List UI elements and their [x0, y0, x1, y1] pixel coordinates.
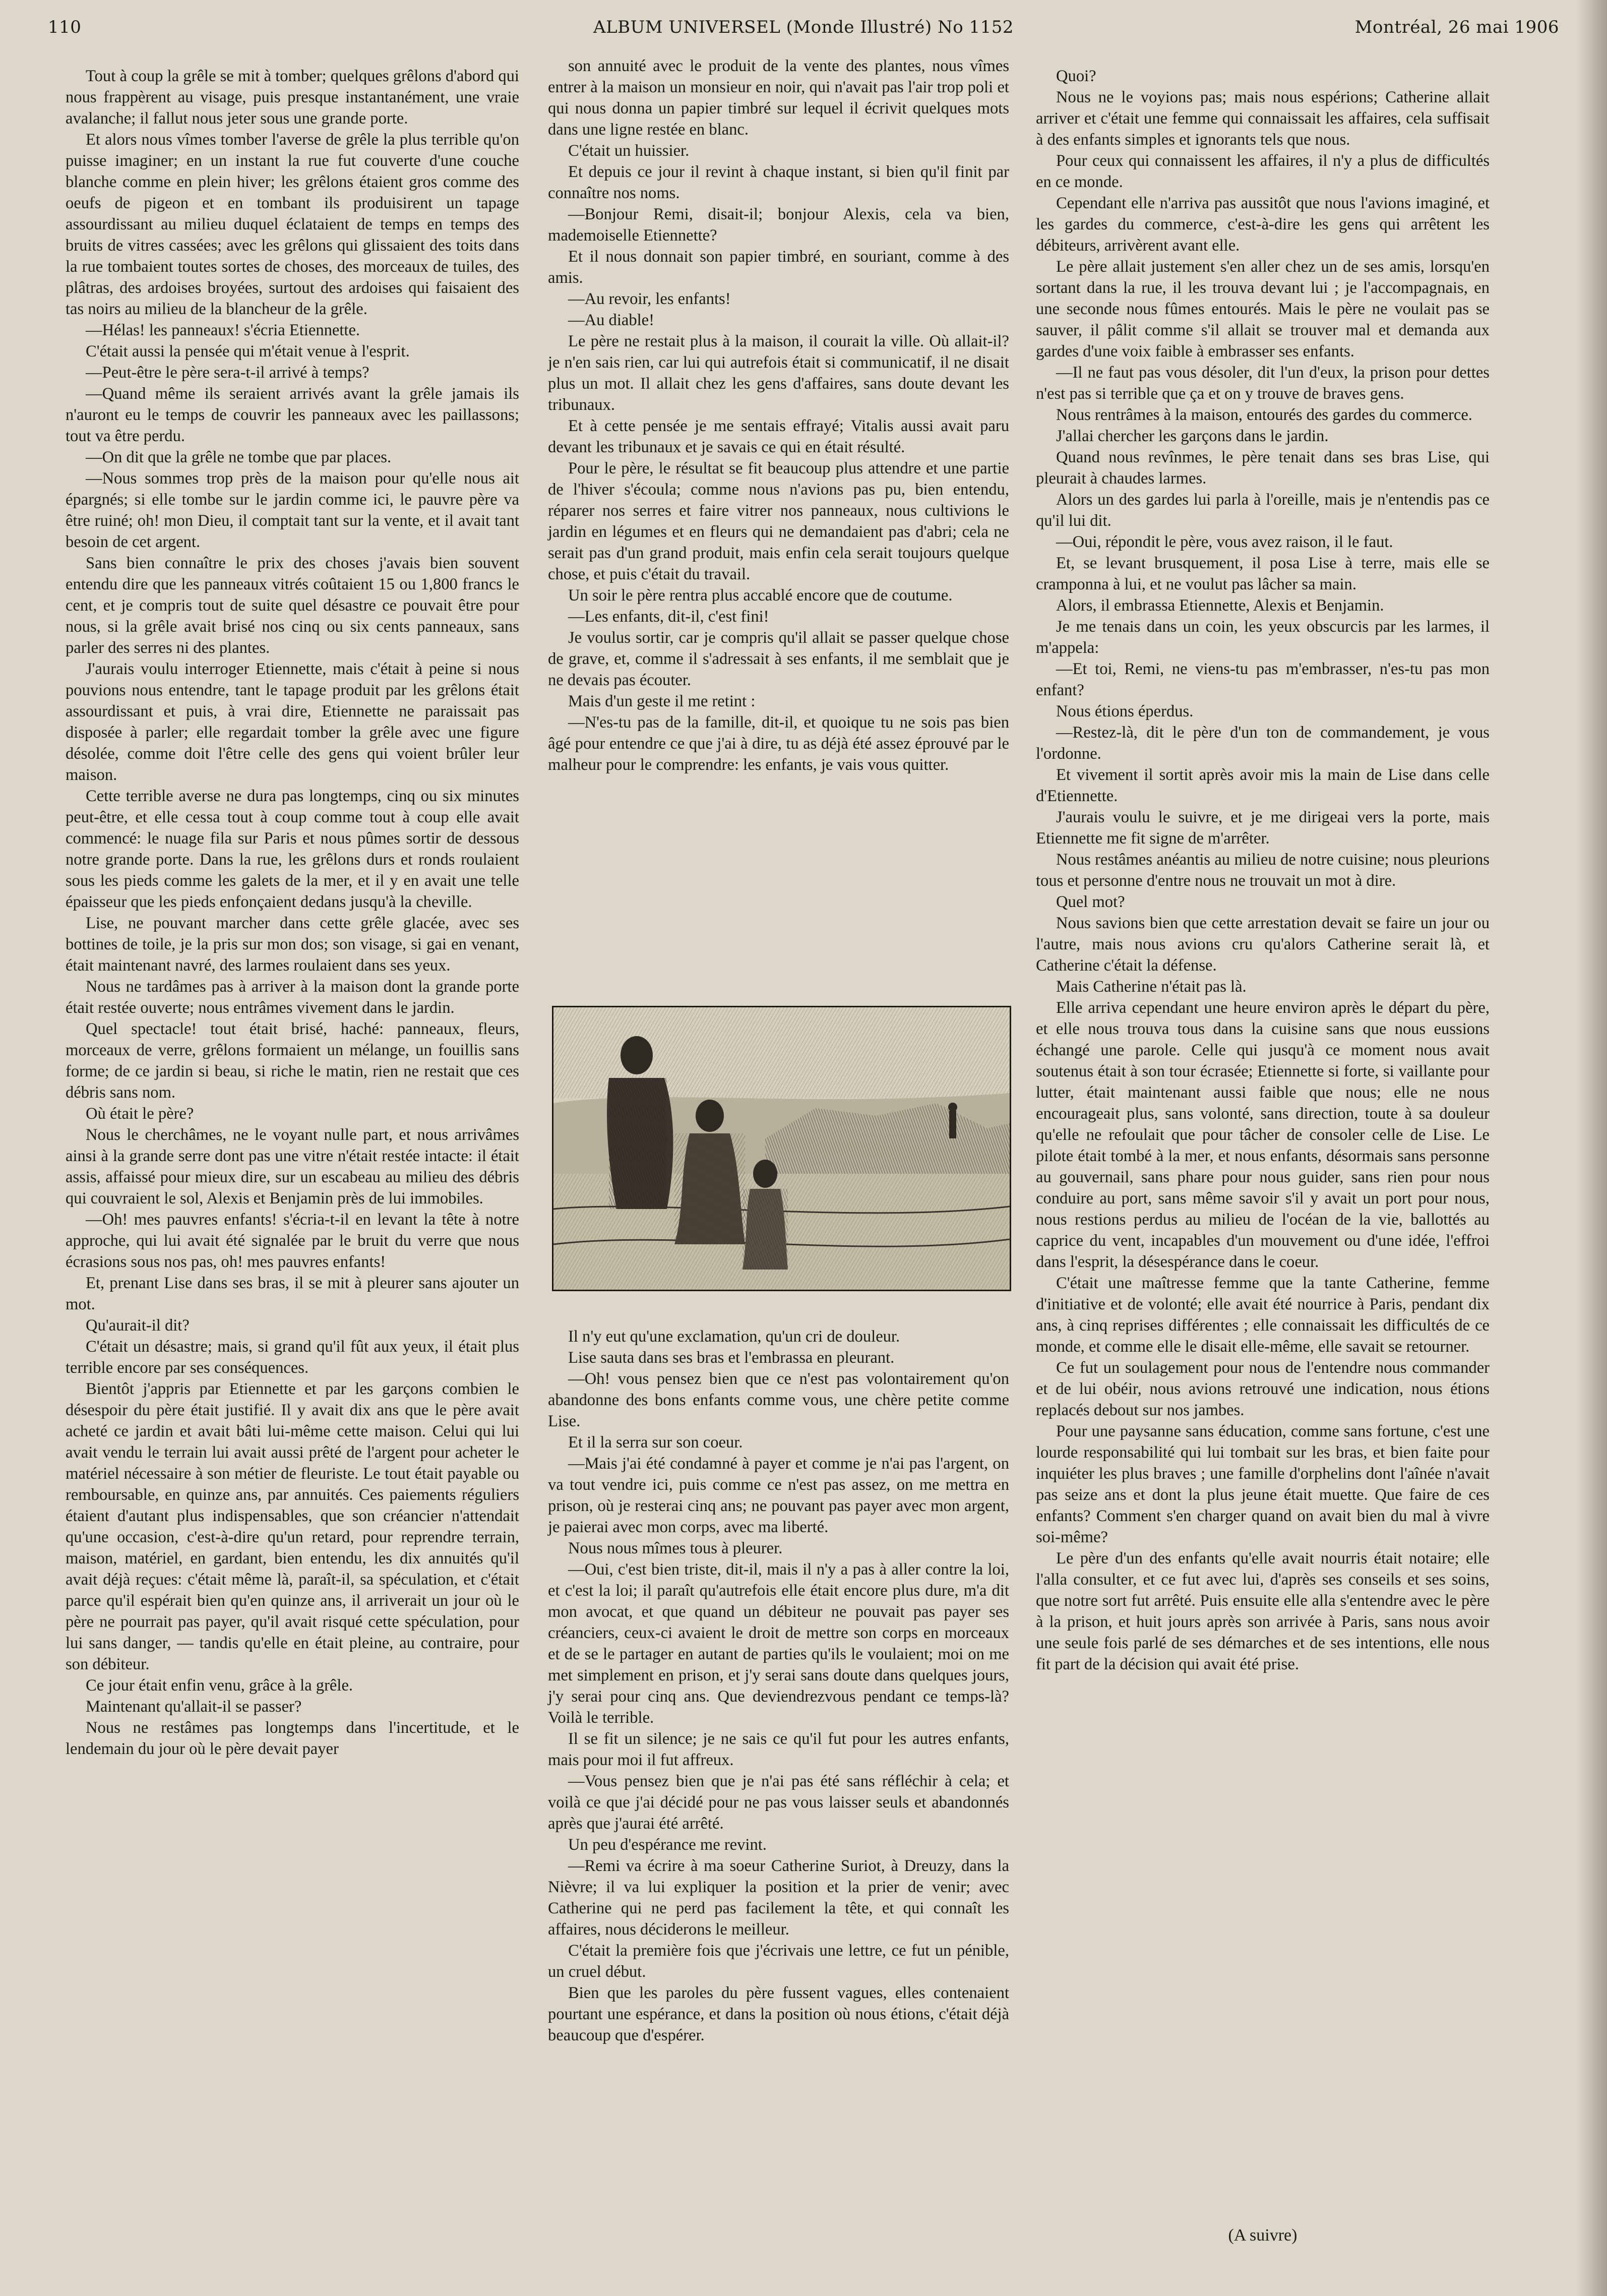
paragraph: —Vous pensez bien que je n'ai pas été sans réfléchir à cela; et voilà ce que j'ai décidé pour ne pas vous laisser seuls et abandonnés après que j'aurai été arrêté. [548, 1772, 1009, 1833]
paragraph: Et vivement il sortit après avoir mis la main de Lise dans celle d'Etiennette. [1036, 766, 1490, 805]
publication-title: ALBUM UNIVERSEL (Monde Illustré) No 1152 [593, 17, 1014, 37]
paragraph: Cependant elle n'arriva pas aussitôt que nous l'avions imaginé, et les gardes du commerce, c'est-à-dire les gens qui arrêtent les débiteurs, arrivèrent avant elle. [1036, 194, 1490, 255]
paragraph: Nous ne tardâmes pas à arriver à la maison dont la grande porte était restée ouverte; nous entrâmes vivement dans le jardin. [66, 978, 519, 1017]
paragraph: —Restez-là, dit le père d'un ton de commandement, je vous l'ordonne. [1036, 723, 1490, 763]
paragraph: Il se fit un silence; je ne sais ce qu'il fut pour les autres enfants, mais pour moi il fut affreux. [548, 1730, 1009, 1769]
paragraph: Quoi? [1056, 67, 1096, 85]
paragraph: —Oui, c'est bien triste, dit-il, mais il n'y a pas à aller contre la loi, et c'est la loi; il paraît qu'autrefois elle était encore plus dure, m'a dit mon avocat, et que quand un débiteur ne pouvait pas payer ses créanciers, ceux-ci avaient le droit de mettre son corps en morceaux et de se le partager en autant de parties qu'ils le voulaient; moi on me met simplement en prison, et j'y serai sans doute dans quelques jours, j'y serai pour cinq ans. Que deviendrezvous pendant ce temps-là? Voilà le terrible. [548, 1560, 1009, 1727]
paragraph: son annuité avec le produit de la vente des plantes, nous vîmes entrer à la maison un monsieur en noir, qui n'avait pas l'air trop poli et qui nous donna un papier timbré sur lequel il écrivit quelques mots dans une ligne restée en blanc. [548, 57, 1009, 139]
paragraph: —Mais j'ai été condamné à payer et comme je n'ai pas l'argent, on va tout vendre ici, puis comme ce n'est pas assez, on me mettra en prison, où je resterai cinq ans; ne pouvant pas payer avec mon argent, je paierai avec mon corps, avec ma liberté. [548, 1455, 1009, 1536]
paragraph: J'aurais voulu interroger Etiennette, mais c'était à peine si nous pouvions nous entendre, tant le tapage produit par les grêlons était assourdissant et puis, à vrai dire, Etiennette ne paraissait pas disposée à parler; elle regardait tomber la grêle avec une figure désolée, comme doit l'être celle des gens qui voient brûler leur maison. [66, 660, 519, 784]
paragraph: Nous ne le voyions pas; mais nous espérions; Catherine allait arriver et c'était une femme qui connaissait les affaires, cela suffisait à des enfants simples et ignorants tels que nous. [1036, 88, 1490, 149]
paragraph: —Oh! mes pauvres enfants! s'écria-t-il en levant la tête à notre approche, qui lui avait été signalée par le bruit du verre que nous écrasions sous nos pas, oh! mes pauvres enfants! [66, 1211, 519, 1271]
paragraph: Nous ne restâmes pas longtemps dans l'incertitude, et le lendemain du jour où le père devait payer [66, 1719, 519, 1758]
paragraph: —Peut-être le père sera-t-il arrivé à temps? [86, 364, 369, 382]
paragraph: Alors, il embrassa Etiennette, Alexis et Benjamin. [1056, 596, 1384, 615]
paragraph: Et, se levant brusquement, il posa Lise à terre, mais elle se cramponna à lui, et ne voulut pas lâcher sa main. [1036, 554, 1490, 593]
paragraph: Il n'y eut qu'une exclamation, qu'un cri de douleur. [568, 1327, 900, 1346]
paragraph: Le père ne restait plus à la maison, il courait la ville. Où allait-il? je n'en sais rien, car lui qui autrefois était si communicatif, il ne disait plus un mot. Il allait chez les gens d'affaires, sans doute devant les tribunaux. [548, 332, 1009, 414]
paragraph: Bientôt j'appris par Etiennette et par les garçons combien le désespoir du père était justifié. Il y avait dix ans que le père avait acheté ce jardin et avait bâti lui-même cette maison. Celui qui lui avait vendu le terrain lui avait aussi prêté de l'argent pour acheter le matériel nécessaire à son métier de fleuriste. Le tout était payable ou remboursable, en quinze ans, par annuités. Ces paiements réguliers étaient d'autant plus indispensables, que son créancier n'attendait qu'une occasion, c'est-à-dire qu'un retard, pour reprendre terrain, maison, matériel, en gardant, bien entendu, les dix annuités qu'il avait déjà reçues: c'était même là, paraît-il, sa spéculation, et c'était parce qu'il espérait bien qu'en quinze ans, il arriverait un jour où le père ne pourrait pas payer, qu'il avait risqué cette spéculation, pour lui sans danger, — tandis qu'elle en était pleine, au contraire, pour son débiteur. [66, 1380, 519, 1673]
paragraph: C'était un désastre; mais, si grand qu'il fût aux yeux, il était plus terrible encore par ses conséquences. [66, 1338, 519, 1377]
paragraph: Pour le père, le résultat se fit beaucoup plus attendre et une partie de l'hiver s'écoula; comme nous n'avions pas pu, bien entendu, réparer nos serres et faire vitrer nos panneaux, nous cultivions le jardin en légumes et en fleurs qui ne demandaient pas d'abri; cela ne serait pas d'un grand produit, mais enfin cela serait toujours quelque chose, et puis c'était du travail. [548, 459, 1009, 583]
paragraph: Tout à coup la grêle se mit à tomber; quelques grêlons d'abord qui nous frappèrent au visage, puis presque instantanément, une vraie avalanche; il fallut nous jeter sous une grande porte. [66, 67, 519, 128]
issue-date: Montréal, 26 mai 1906 [1354, 17, 1559, 37]
paragraph: —Quand même ils seraient arrivés avant la grêle jamais ils n'auront eu le temps de couvrir les panneaux avec les paillassons; tout va être perdu. [66, 385, 519, 445]
paragraph: —Bonjour Remi, disait-il; bonjour Alexis, cela va bien, mademoiselle Etiennette? [548, 205, 1009, 245]
paragraph: Et il la serra sur son coeur. [568, 1433, 743, 1452]
paragraph: Quand nous revînmes, le père tenait dans ses bras Lise, qui pleurait à chaudes larmes. [1036, 448, 1490, 488]
paragraph: Bien que les paroles du père fussent vagues, elles contenaient pourtant une espérance, et dans la position où nous étions, c'était déjà beaucoup que d'espérer. [548, 1984, 1009, 2044]
paragraph: Je me tenais dans un coin, les yeux obscurcis par les larmes, il m'appela: [1036, 618, 1490, 657]
paragraph: —Nous sommes trop près de la maison pour qu'elle nous ait épargnés; si elle tombe sur le jardin comme ici, le pauvre père va être ruiné; oh! mon Dieu, il comptait tant sur la vente, et il avait tant besoin de cet argent. [66, 469, 519, 551]
paragraph: —Il ne faut pas vous désoler, dit l'un d'eux, la prison pour dettes n'est pas si terrible que ça et on y trouve de braves gens. [1036, 364, 1490, 403]
paragraph: Maintenant qu'allait-il se passer? [86, 1698, 302, 1716]
paragraph: C'était un huissier. [568, 142, 690, 160]
paragraph: Nous le cherchâmes, ne le voyant nulle part, et nous arrivâmes ainsi à la grande serre dont pas une vitre n'était restée intacte: il était assis, affaissé pour mieux dire, sur un escabeau au milieu des débris qui couvraient le sol, Alexis et Benjamin près de lui immobiles. [66, 1126, 519, 1207]
paragraph: Pour une paysanne sans éducation, comme sans fortune, c'est une lourde responsabilité qui lui tombait sur les bras, et bien faite pour inquiéter les plus braves ; une famille d'orphelins dont l'aînée n'avait pas seize ans et dont la plus jeune était muette. Que faire de ces enfants? Comment s'en charger quand on avait bien du mal à vivre soi-même? [1036, 1422, 1490, 1546]
text-column-2-top [548, 55, 1009, 978]
paragraph: Elle arriva cependant une heure environ après le départ du père, et elle nous trouva tous dans la cuisine sans que nous eussions échangé une parole. Celle qui jusqu'à ce moment nous avait soutenus était à son tour écrasée; Etiennette si forte, si vaillante pour lutter, était maintenant aussi faible que nous; elle ne nous encourageait plus, sans volonté, sans direction, toute à sa douleur qu'elle ne refoulait que pour tâcher de consoler celle de Lise. Le pilote était tombé à la mer, et nous enfants, désormais sans personne au gouvernail, sans phare pour nous guider, sans rien pour nous conduire au port, sans même savoir s'il y avait un port pour nous, nous restions perdus au milieu de l'océan de la vie, ballottés au caprice du vent, incapables d'un mouvement ou d'une idée, l'effroi dans l'esprit, la désespérance dans le coeur. [1036, 999, 1490, 1271]
paragraph: Nous rentrâmes à la maison, entourés des gardes du commerce. [1056, 406, 1472, 424]
paragraph: —Hélas! les panneaux! s'écria Etiennette. [86, 321, 360, 339]
paragraph: Nous étions éperdus. [1056, 702, 1194, 720]
paragraph: Nous savions bien que cette arrestation devait se faire un jour ou l'autre, mais nous avions cru qu'alors Catherine serait là, et Catherine c'était la défense. [1036, 914, 1490, 975]
paragraph: Où était le père? [86, 1105, 194, 1123]
paragraph: Et depuis ce jour il revint à chaque instant, si bien qu'il finit par connaître nos noms. [548, 163, 1009, 202]
paragraph: Un soir le père rentra plus accablé encore que de coutume. [568, 586, 953, 605]
paragraph: Et alors nous vîmes tomber l'averse de grêle la plus terrible qu'on puisse imaginer; en un instant la rue fut couverte d'une couche blanche comme en plein hiver; les grêlons étaient gros comme des oeufs de pigeon et en tombant ils produisirent un tapage assourdissant au milieu duquel éclataient de temps en temps des bruits de vitres cassées; avec les grêlons qui glissaient des toits dans la rue tombaient toutes sortes de choses, des morceaux de tuiles, des plâtras, des ardoises broyées, surtout des ardoises qui faisaient des tas noirs au milieu de la blancheur de la grêle. [66, 131, 519, 318]
paragraph: C'était la première fois que j'écrivais une lettre, ce fut un pénible, un cruel début. [548, 1942, 1009, 1981]
illustration [552, 1006, 1011, 1291]
paragraph: J'aurais voulu le suivre, et je me dirigeai vers la porte, mais Etiennette me fit signe de m'arrêter. [1036, 808, 1490, 848]
paragraph: Le père d'un des enfants qu'elle avait nourris était notaire; elle l'alla consulter, et ce fut avec lui, d'après ses conseils et ses soins, que notre sort fut arrêté. Puis ensuite elle alla s'entendre avec le père à la prison, et huit jours après son arrivée à Paris, sans nous avoir une seule fois parlé de ses démarches et de ses intentions, elle nous fit part de la décision qui avait été prise. [1036, 1549, 1490, 1673]
continued-notice: (A suivre) [1228, 2226, 1297, 2245]
paragraph: —Oui, répondit le père, vous avez raison, il le faut. [1056, 533, 1393, 551]
paragraph: J'allai chercher les garçons dans le jardin. [1056, 427, 1329, 445]
paragraph: Et il nous donnait son papier timbré, en souriant, comme à des amis. [548, 248, 1009, 287]
text-column-2-bottom [548, 1326, 1009, 2244]
page-number: 110 [48, 17, 82, 37]
paragraph: —N'es-tu pas de la famille, dit-il, et quoique tu ne sois pas bien âgé pour entendre ce que j'ai à dire, tu as déjà été assez éprouvé par le malheur pour le comprendre: les enfants, je vais vous quitter. [548, 713, 1009, 774]
text-column-3 [1036, 66, 1490, 2228]
paragraph: Cette terrible averse ne dura pas longtemps, cinq ou six minutes peut-être, et elle cessa tout à coup comme tout à coup elle avait commencé: le nuage fila sur Paris et nous pûmes sortir de dessous notre grande porte. Dans la rue, les grêlons durs et ronds roulaient sous les pieds comme les galets de la mer, et il y en avait une telle épaisseur que les pieds enfonçaient dedans jusqu'à la cheville. [66, 787, 519, 911]
binding-shadow [1577, 0, 1607, 2296]
paragraph: C'était une maîtresse femme que la tante Catherine, femme d'initiative et de volonté; elle avait été nourrice à Paris, pendant dix ans, à cinq reprises différentes ; elle connaissait les difficultés de ce monde, et comme elle le disait elle-même, elle savait se retourner. [1036, 1274, 1490, 1356]
paragraph: —Au diable! [568, 311, 654, 329]
paragraph: —Remi va écrire à ma soeur Catherine Suriot, à Dreuzy, dans la Nièvre; il va lui expliquer la position et la prier de venir; avec Catherine qui ne perd pas facilement la tête, et qui connaît les affaires, nous déciderons le meilleur. [548, 1857, 1009, 1939]
paragraph: —Les enfants, dit-il, c'est fini! [568, 608, 769, 626]
paragraph: C'était aussi la pensée qui m'était venue à l'esprit. [86, 342, 410, 360]
paragraph: Pour ceux qui connaissent les affaires, il n'y a plus de difficultés en ce monde. [1036, 152, 1490, 191]
paragraph: —Au revoir, les enfants! [568, 290, 731, 308]
paragraph: Mais Catherine n'était pas là. [1056, 978, 1247, 996]
paragraph: —On dit que la grêle ne tombe que par places. [86, 448, 392, 466]
paragraph: Un peu d'espérance me revint. [568, 1836, 767, 1854]
paragraph: Nous restâmes anéantis au milieu de notre cuisine; nous pleurions tous et personne d'entre nous ne trouvait un mot à dire. [1036, 851, 1490, 890]
paragraph: Nous nous mîmes tous à pleurer. [568, 1539, 783, 1557]
paragraph: Alors un des gardes lui parla à l'oreille, mais je n'entendis pas ce qu'il lui dit. [1036, 491, 1490, 530]
paragraph: Et à cette pensée je me sentais effrayé; Vitalis aussi avait paru devant les tribunaux et je savais ce qui en était résulté. [548, 417, 1009, 456]
paragraph: Quel mot? [1056, 893, 1125, 911]
paragraph: Ce fut un soulagement pour nous de l'entendre nous commander et de lui obéir, nous avions retrouvé une indication, nous étions replacés debout sur nos jambes. [1036, 1359, 1490, 1419]
paragraph: Je voulus sortir, car je compris qu'il allait se passer quelque chose de grave, et, comme il s'adressait à ses enfants, il me semblait que je ne devais pas écouter. [548, 629, 1009, 689]
paragraph: Ce jour était enfin venu, grâce à la grêle. [86, 1676, 353, 1695]
paragraph: Lise, ne pouvant marcher dans cette grêle glacée, avec ses bottines de toile, je la pris sur mon dos; son visage, si gai en venant, était maintenant navré, des larmes roulaient dans ses yeux. [66, 914, 519, 975]
paragraph: Qu'aurait-il dit? [86, 1316, 190, 1335]
paragraph: Le père allait justement s'en aller chez un de ses amis, lorsqu'en sortant dans la rue, il les trouva devant lui ; je l'accompagnais, en une seconde nous fûmes entourés. Mais le père ne voulait pas se sauver, il pâlit comme s'il allait se trouver mal et demanda aux gardes d'une voix faible à embrasser ses enfants. [1036, 258, 1490, 360]
paragraph: —Oh! vous pensez bien que ce n'est pas volontairement qu'on abandonne des bons enfants comme vous, une chère petite comme Lise. [548, 1370, 1009, 1430]
paragraph: Sans bien connaître le prix des choses j'avais bien souvent entendu dire que les panneaux vitrés coûtaient 15 ou 1,800 francs le cent, et je compris tout de suite quel désastre ce pouvait être pour nous, si la grêle avait brisé nos cinq ou six cents panneaux, sans parler des serres ni des plantes. [66, 554, 519, 657]
text-column-1 [66, 66, 519, 2259]
page-header [48, 17, 1559, 47]
paragraph: Lise sauta dans ses bras et l'embrassa en pleurant. [568, 1349, 895, 1367]
paragraph: —Et toi, Remi, ne viens-tu pas m'embrasser, n'es-tu pas mon enfant? [1036, 660, 1490, 699]
paragraph: Et, prenant Lise dans ses bras, il se mit à pleurer sans ajouter un mot. [66, 1274, 519, 1313]
paragraph: Mais d'un geste il me retint : [568, 692, 756, 710]
paragraph: Quel spectacle! tout était brisé, haché: panneaux, fleurs, morceaux de verre, grêlons formaient un mélange, un fouillis sans forme; de ce jardin si beau, si riche le matin, rien ne restait que ces débris sans nom. [66, 1020, 519, 1102]
engraving-family-garden [553, 1007, 1010, 1290]
